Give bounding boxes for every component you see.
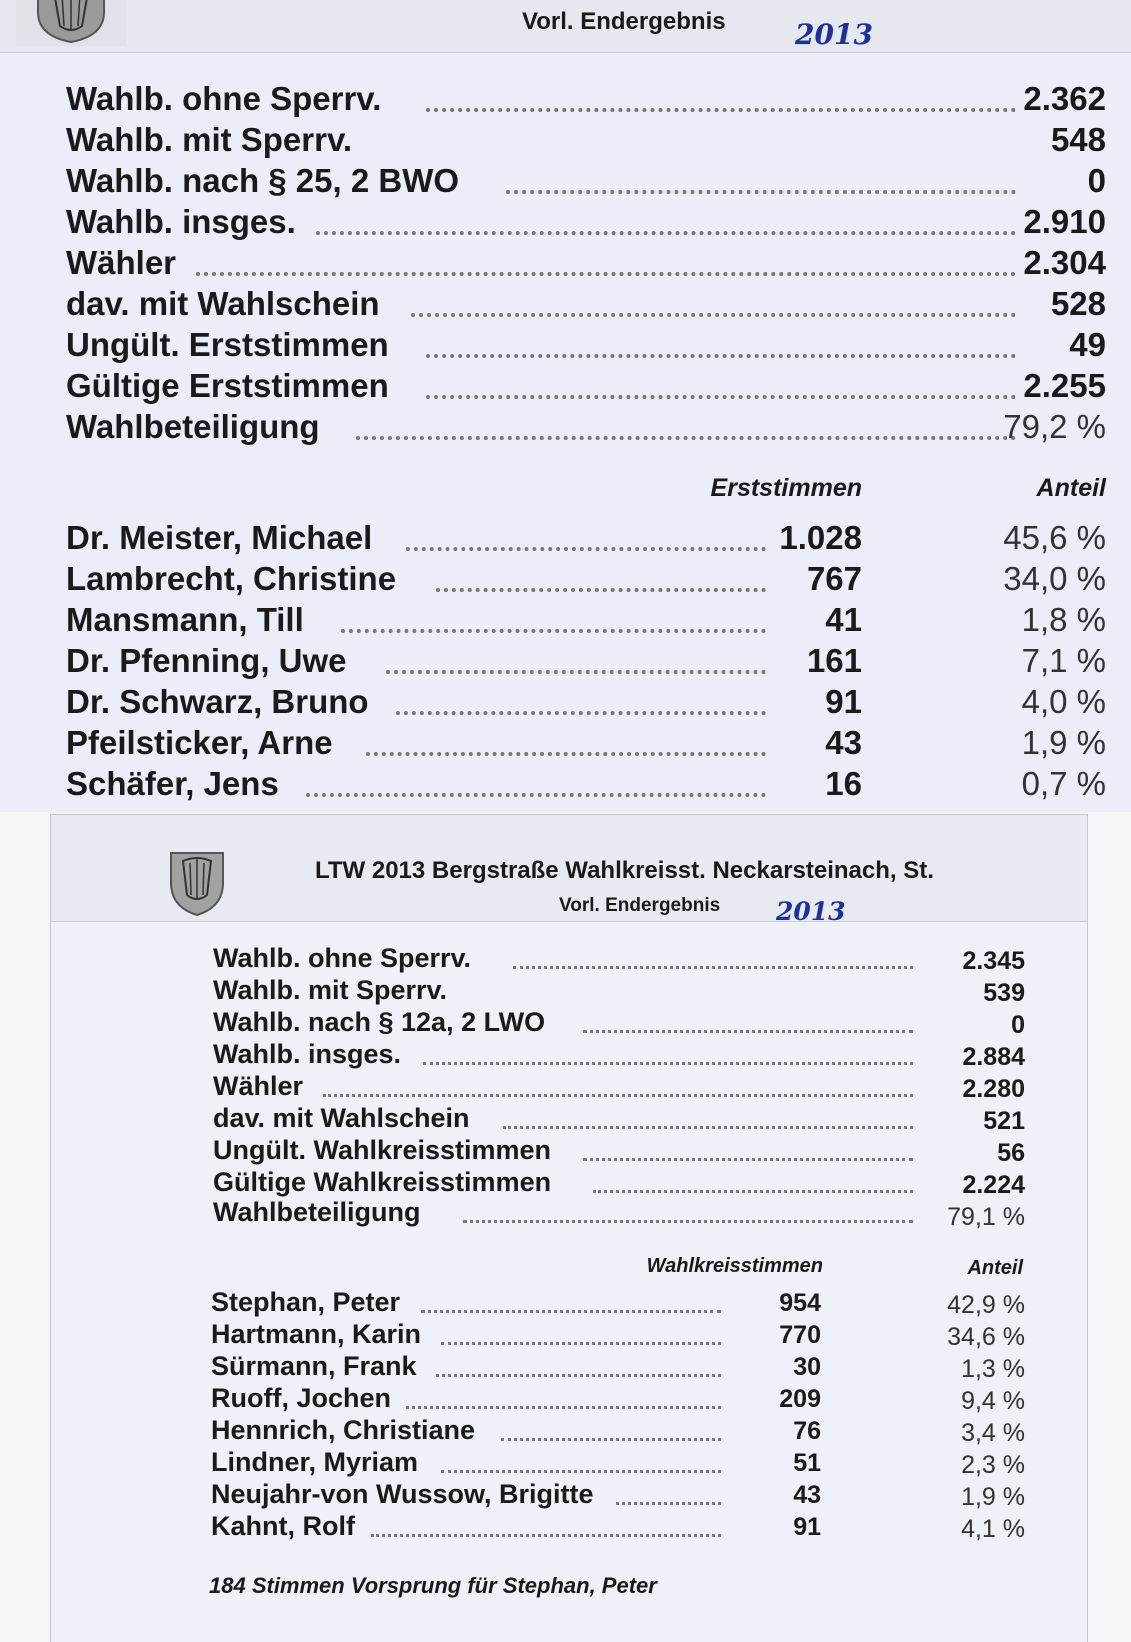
- column-header-share: Anteil: [967, 1257, 1023, 1279]
- candidate-votes: 76: [793, 1417, 821, 1445]
- bottom-result-panel: [50, 814, 1088, 1642]
- candidate-name: Kahnt, Rolf: [211, 1511, 355, 1541]
- candidate-votes: 91: [825, 683, 862, 720]
- candidate-votes: 770: [779, 1321, 821, 1349]
- stat-label: Wahlbeteiligung: [213, 1197, 421, 1227]
- stat-value: 528: [1050, 285, 1106, 322]
- stat-value: 2.910: [1023, 203, 1106, 240]
- stat-row: [66, 162, 1106, 198]
- dot-leader: [441, 1470, 721, 1473]
- footnote-lead: 184 Stimmen Vorsprung für Stephan, Peter: [209, 1573, 657, 1598]
- candidate-share: 2,3 %: [961, 1451, 1025, 1479]
- candidate-name: Neujahr-von Wussow, Brigitte: [211, 1479, 594, 1509]
- column-header-share: Anteil: [1036, 474, 1106, 502]
- stat-label: Gültige Wahlkreisstimmen: [213, 1167, 552, 1197]
- candidate-name: Sürmann, Frank: [211, 1351, 417, 1381]
- stat-label: Wahlb. mit Sperrv.: [213, 975, 448, 1005]
- candidate-votes: 16: [825, 765, 862, 802]
- candidate-share: 1,9 %: [961, 1483, 1025, 1511]
- dot-leader: [503, 1126, 913, 1129]
- candidate-row: [211, 1383, 1025, 1413]
- stat-row: [66, 326, 1106, 362]
- candidate-row: [211, 1479, 1025, 1509]
- dot-leader: [426, 108, 1016, 112]
- stat-row: [66, 203, 1106, 239]
- dot-leader: [406, 1406, 721, 1409]
- candidate-share: 9,4 %: [961, 1387, 1025, 1415]
- stat-label: Wähler: [213, 1071, 304, 1101]
- candidate-name: Dr. Schwarz, Bruno: [66, 683, 369, 720]
- stat-label: Wahlb. nach § 25, 2 BWO: [66, 162, 460, 199]
- candidate-row: [211, 1447, 1025, 1477]
- handwritten-year: 2013: [776, 897, 846, 926]
- candidate-share: 3,4 %: [961, 1419, 1025, 1447]
- candidate-share: 4,1 %: [961, 1515, 1025, 1543]
- stat-label: Ungült. Erststimmen: [66, 326, 389, 363]
- stat-value: 2.255: [1023, 367, 1106, 404]
- dot-leader: [356, 436, 1016, 440]
- candidate-name: Hennrich, Christiane: [211, 1415, 476, 1445]
- stat-value: 521: [983, 1107, 1025, 1135]
- candidate-share: 42,9 %: [947, 1291, 1025, 1319]
- stat-value: 0: [1011, 1011, 1025, 1039]
- dot-leader: [506, 190, 1016, 194]
- candidate-votes: 161: [806, 642, 862, 679]
- dot-leader: [386, 670, 766, 674]
- candidate-share: 4,0 %: [1021, 683, 1106, 720]
- harp-coat-of-arms-icon: [167, 849, 227, 917]
- dot-leader: [436, 588, 766, 592]
- stat-value: 2.884: [962, 1043, 1025, 1071]
- candidate-votes: 41: [825, 601, 862, 638]
- candidate-votes: 91: [793, 1513, 821, 1541]
- stat-label: Wahlb. insges.: [213, 1039, 402, 1069]
- candidate-votes: 954: [779, 1289, 821, 1317]
- stat-row: [213, 1197, 1025, 1231]
- candidate-name: Ruoff, Jochen: [211, 1383, 391, 1413]
- header-subtitle: Vorl. Endergebnis: [559, 895, 721, 916]
- top-panel-header: [0, 0, 1131, 53]
- candidate-votes: 209: [779, 1385, 821, 1413]
- candidate-votes: 1.028: [779, 519, 862, 556]
- candidate-row: [66, 601, 1106, 637]
- candidate-row: [66, 724, 1106, 760]
- dot-leader: [583, 1030, 913, 1033]
- candidate-share: 34,0 %: [1003, 560, 1106, 597]
- dot-leader: [196, 272, 1016, 276]
- candidate-name: Hartmann, Karin: [211, 1319, 422, 1349]
- dot-leader: [316, 231, 1016, 235]
- candidate-name: Lambrecht, Christine: [66, 560, 397, 597]
- stat-row: [66, 285, 1106, 321]
- stat-value: 548: [1050, 121, 1106, 158]
- candidate-row: [66, 765, 1106, 801]
- stat-row: [213, 1103, 1025, 1133]
- dot-leader: [306, 793, 766, 797]
- stat-value: 0: [1087, 162, 1106, 199]
- dot-leader: [463, 1220, 913, 1223]
- stat-value: 2.304: [1023, 244, 1106, 281]
- candidate-row: [211, 1287, 1025, 1317]
- stat-label: Wähler: [66, 244, 177, 281]
- stat-row: [213, 1135, 1025, 1165]
- stat-value: 49: [1069, 326, 1106, 363]
- candidate-share: 7,1 %: [1021, 642, 1106, 679]
- dot-leader: [371, 1534, 721, 1537]
- candidate-share: 1,9 %: [1021, 724, 1106, 761]
- stat-row: [213, 943, 1025, 973]
- stat-row: [66, 80, 1106, 116]
- candidate-share: 1,3 %: [961, 1355, 1025, 1383]
- stat-row: [66, 367, 1106, 403]
- candidate-row: [211, 1415, 1025, 1445]
- stat-row: [213, 1167, 1025, 1197]
- candidate-name: Pfeilsticker, Arne: [66, 724, 333, 761]
- dot-leader: [593, 1190, 913, 1193]
- candidate-share: 0,7 %: [1021, 765, 1106, 802]
- stat-label: Wahlb. ohne Sperrv.: [66, 80, 382, 117]
- stat-row: [66, 244, 1106, 280]
- stat-value: 2.362: [1023, 80, 1106, 117]
- candidate-share: 34,6 %: [947, 1323, 1025, 1351]
- dot-leader: [411, 313, 1016, 317]
- stat-value: 2.280: [962, 1075, 1025, 1103]
- dot-leader: [616, 1502, 721, 1505]
- stat-value: 79,2 %: [1003, 408, 1106, 445]
- dot-leader: [513, 966, 913, 969]
- stat-label: Gültige Erststimmen: [66, 367, 389, 404]
- stat-label: Wahlb. mit Sperrv.: [66, 121, 353, 158]
- dot-leader: [583, 1158, 913, 1161]
- stat-label: Wahlb. insges.: [66, 203, 296, 240]
- candidate-name: Stephan, Peter: [211, 1287, 401, 1317]
- dot-leader: [421, 1310, 721, 1313]
- dot-leader: [501, 1438, 721, 1441]
- stat-label: Wahlb. ohne Sperrv.: [213, 943, 472, 973]
- dot-leader: [406, 547, 766, 551]
- candidate-votes: 43: [793, 1481, 821, 1509]
- harp-coat-of-arms-icon: [16, 0, 126, 46]
- stat-row: [213, 975, 1025, 1005]
- stat-value: 539: [983, 979, 1025, 1007]
- header-title: LTW 2013 Bergstraße Wahlkreisst. Neckarsteinach, St.: [315, 857, 934, 884]
- stat-label: dav. mit Wahlschein: [66, 285, 380, 322]
- candidate-row: [66, 642, 1106, 678]
- dot-leader: [396, 711, 766, 715]
- stat-value: 79,1 %: [947, 1203, 1025, 1231]
- dot-leader: [366, 752, 766, 756]
- dot-leader: [423, 1062, 913, 1065]
- candidate-name: Dr. Pfenning, Uwe: [66, 642, 347, 679]
- header-title: Vorl. Endergebnis: [522, 8, 726, 35]
- candidate-row: [66, 560, 1106, 596]
- stat-value: 56: [997, 1139, 1025, 1167]
- column-header-votes: Wahlkreisstimmen: [646, 1255, 823, 1277]
- dot-leader: [341, 629, 766, 633]
- column-header-votes: Erststimmen: [710, 474, 862, 502]
- stat-label: Wahlbeteiligung: [66, 408, 320, 445]
- candidate-share: 1,8 %: [1021, 601, 1106, 638]
- dot-leader: [426, 354, 1016, 358]
- dot-leader: [426, 395, 1016, 399]
- candidate-name: Lindner, Myriam: [211, 1447, 419, 1477]
- candidate-row: [211, 1319, 1025, 1349]
- candidate-row: [211, 1511, 1025, 1541]
- stat-label: dav. mit Wahlschein: [213, 1103, 470, 1133]
- stat-row: [66, 408, 1106, 444]
- top-result-panel: [0, 0, 1131, 812]
- dot-leader: [436, 1374, 721, 1377]
- stat-label: Wahlb. nach § 12a, 2 LWO: [213, 1007, 546, 1037]
- candidate-row: [66, 683, 1106, 719]
- stat-row: [213, 1071, 1025, 1101]
- candidate-votes: 43: [825, 724, 862, 761]
- candidate-name: Mansmann, Till: [66, 601, 304, 638]
- candidate-name: Schäfer, Jens: [66, 765, 279, 802]
- bottom-panel-header: [51, 815, 1087, 926]
- candidate-share: 45,6 %: [1003, 519, 1106, 556]
- dot-leader: [441, 1342, 721, 1345]
- handwritten-year: 2013: [795, 18, 873, 51]
- stat-row: [213, 1039, 1025, 1069]
- candidate-votes: 30: [793, 1353, 821, 1381]
- candidate-row: [211, 1351, 1025, 1381]
- dot-leader: [323, 1094, 913, 1097]
- candidate-name: Dr. Meister, Michael: [66, 519, 373, 556]
- candidate-votes: 767: [806, 560, 862, 597]
- stat-value: 2.345: [962, 947, 1025, 975]
- stat-label: Ungült. Wahlkreisstimmen: [213, 1135, 552, 1165]
- candidate-row: [66, 519, 1106, 555]
- candidate-votes: 51: [793, 1449, 821, 1477]
- stat-value: 2.224: [962, 1171, 1025, 1199]
- stat-row: [213, 1007, 1025, 1037]
- stat-row: [66, 121, 1106, 157]
